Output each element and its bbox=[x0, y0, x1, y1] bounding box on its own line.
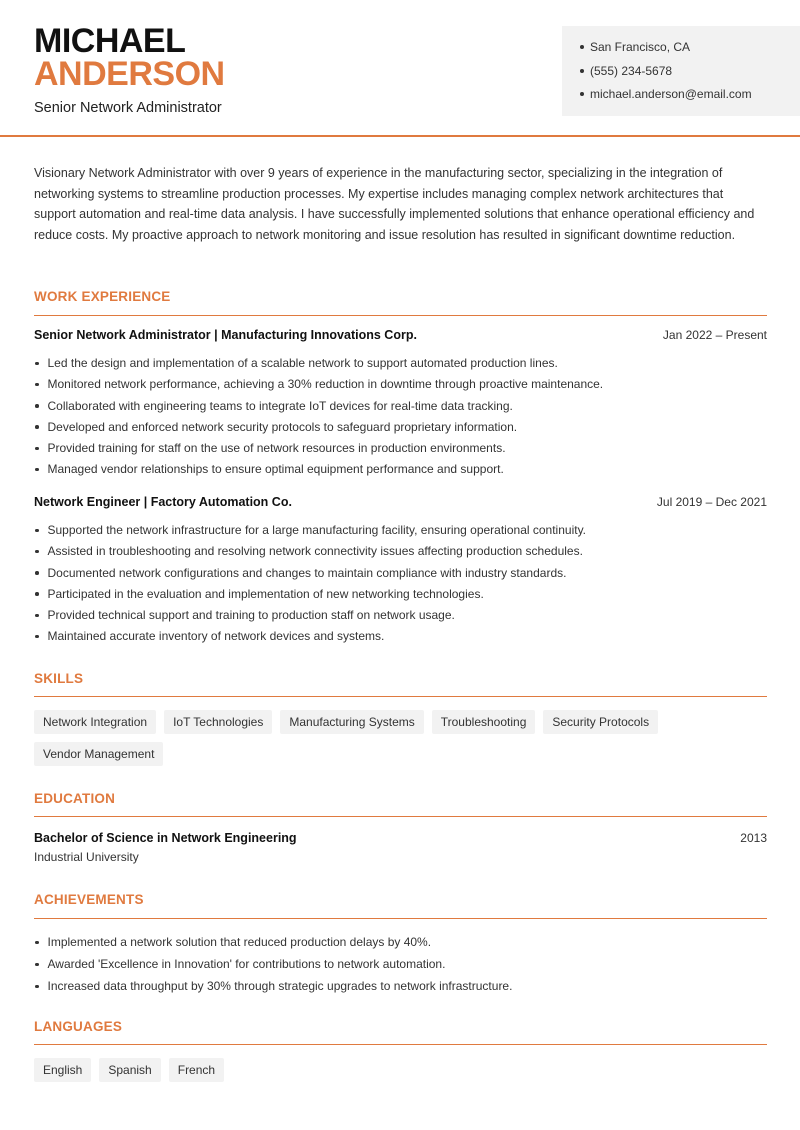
section-title-education: EDUCATION bbox=[34, 791, 116, 806]
list-item bbox=[34, 955, 767, 977]
bullet-icon bbox=[35, 963, 39, 967]
edu-school: Industrial University bbox=[34, 850, 139, 864]
list-item bbox=[34, 354, 767, 375]
skill-tag: Security Protocols bbox=[543, 710, 658, 734]
summary: Visionary Network Administrator with over 9 years of experience in the manufacturing sector, specializing in the integration of networking systems to streamline production processes. My expertise includes managing complex network architectures that support automation and real-time data analysis. I have successfully implemented solutions that enhance operational efficiency and reduce costs. My proactive approach to network monitoring and issue resolution has resulted in significant downtime reduction. bbox=[34, 166, 755, 242]
list-item bbox=[34, 564, 767, 585]
bullet-icon bbox=[35, 592, 39, 596]
bullet-icon bbox=[35, 404, 39, 408]
list-item bbox=[34, 606, 767, 627]
list-item bbox=[34, 418, 767, 439]
language-tag: French bbox=[169, 1058, 224, 1082]
edu-degree: Bachelor of Science in Network Engineering bbox=[34, 831, 297, 845]
bullet-icon bbox=[35, 468, 39, 472]
list-item-text: Supported the network infrastructure for a large manufacturing facility, ensuring operational continuity. bbox=[47, 523, 587, 537]
edu-year: 2013 bbox=[740, 831, 767, 845]
first-name: MICHAEL bbox=[34, 22, 186, 60]
job-title: Senior Network Administrator bbox=[34, 100, 222, 116]
achievements-list bbox=[34, 933, 767, 999]
last-name: ANDERSON bbox=[34, 55, 225, 93]
list-item-text: Monitored network performance, achieving a 30% reduction in downtime through proactive maintenance. bbox=[47, 377, 604, 392]
work-role bbox=[34, 328, 767, 482]
skill-tag: Manufacturing Systems bbox=[280, 710, 423, 734]
skill-tag: Troubleshooting bbox=[432, 710, 536, 734]
list-item-text: Provided training for staff on the use of network resources in production environments. bbox=[47, 441, 506, 456]
contact-phone bbox=[580, 62, 800, 86]
language-tag: Spanish bbox=[99, 1058, 160, 1082]
list-item bbox=[34, 439, 767, 460]
bullet-icon bbox=[35, 571, 39, 575]
role-dates: Jul 2019 – Dec 2021 bbox=[656, 495, 767, 509]
bullet-icon bbox=[35, 383, 39, 387]
list-item bbox=[34, 460, 767, 481]
section-divider bbox=[34, 1044, 767, 1045]
list-item-text: Provided technical support and training to production staff on network usage. bbox=[47, 608, 455, 623]
bullet-icon bbox=[580, 45, 584, 49]
list-item bbox=[34, 933, 767, 955]
list-item bbox=[34, 977, 767, 999]
section-title-achievements: ACHIEVEMENTS bbox=[34, 892, 144, 907]
list-item bbox=[34, 627, 767, 648]
role-bullets bbox=[34, 521, 767, 649]
list-item bbox=[34, 397, 767, 418]
bullet-icon bbox=[35, 362, 39, 366]
section-divider bbox=[34, 696, 767, 697]
section-divider bbox=[34, 315, 767, 316]
contact-phone-text: (555) 234-5678 bbox=[590, 63, 673, 78]
list-item bbox=[34, 542, 767, 563]
list-item-text: Implemented a network solution that reduced production delays by 40%. bbox=[47, 935, 432, 949]
section-title-languages: LANGUAGES bbox=[34, 1019, 123, 1034]
section-divider bbox=[34, 816, 767, 817]
list-item-text: Increased data throughput by 30% through strategic upgrades to network infrastructure. bbox=[47, 979, 513, 993]
language-tag: English bbox=[34, 1058, 91, 1082]
list-item bbox=[34, 375, 767, 396]
bullet-icon bbox=[35, 447, 39, 451]
skills-tags bbox=[34, 710, 774, 766]
contact-location bbox=[580, 38, 800, 62]
list-item bbox=[34, 585, 767, 606]
role-dates: Jan 2022 – Present bbox=[662, 328, 767, 342]
bullet-icon bbox=[35, 985, 39, 989]
bullet-icon bbox=[580, 69, 584, 73]
bullet-icon bbox=[580, 92, 584, 96]
list-item-text: Managed vendor relationships to ensure optimal equipment performance and support. bbox=[47, 462, 504, 477]
bullet-icon bbox=[35, 941, 39, 945]
list-item-text: Maintained accurate inventory of network devices and systems. bbox=[47, 629, 385, 644]
contact-location-text: San Francisco, CA bbox=[590, 40, 691, 54]
education-entry bbox=[34, 831, 767, 864]
work-role bbox=[34, 495, 767, 649]
section-divider bbox=[34, 918, 767, 919]
languages-tags bbox=[34, 1058, 774, 1082]
contact-box bbox=[562, 26, 800, 116]
list-item bbox=[34, 521, 767, 542]
role-title: Network Engineer | Factory Automation Co. bbox=[34, 495, 292, 509]
list-item-text: Participated in the evaluation and implementation of new networking technologies. bbox=[47, 586, 484, 601]
list-item-text: Awarded 'Excellence in Innovation' for contributions to network automation. bbox=[47, 957, 446, 971]
section-title-work: WORK EXPERIENCE bbox=[34, 289, 171, 304]
role-bullets bbox=[34, 354, 767, 482]
list-item-text: Collaborated with engineering teams to integrate IoT devices for real-time data tracking. bbox=[47, 398, 513, 413]
bullet-icon bbox=[35, 425, 39, 429]
skill-tag: Vendor Management bbox=[34, 742, 163, 766]
section-title-skills: SKILLS bbox=[34, 671, 84, 686]
list-item-text: Developed and enforced network security protocols to safeguard proprietary information. bbox=[47, 419, 518, 434]
list-item-text: Led the design and implementation of a scalable network to support automated production lines. bbox=[47, 356, 558, 370]
list-item-text: Assisted in troubleshooting and resolving network connectivity issues affecting production schedules. bbox=[47, 544, 583, 559]
resume-header bbox=[0, 0, 800, 137]
bullet-icon bbox=[35, 550, 39, 554]
bullet-icon bbox=[35, 614, 39, 618]
skill-tag: IoT Technologies bbox=[164, 710, 272, 734]
contact-email-text[interactable]: michael.anderson@email.com bbox=[590, 87, 752, 101]
role-title: Senior Network Administrator | Manufacturing Innovations Corp. bbox=[34, 328, 417, 342]
list-item-text: Documented network configurations and changes to maintain compliance with industry standards. bbox=[47, 565, 567, 580]
contact-email[interactable] bbox=[580, 85, 800, 109]
skill-tag: Network Integration bbox=[34, 710, 156, 734]
bullet-icon bbox=[35, 635, 39, 639]
bullet-icon bbox=[35, 529, 39, 533]
